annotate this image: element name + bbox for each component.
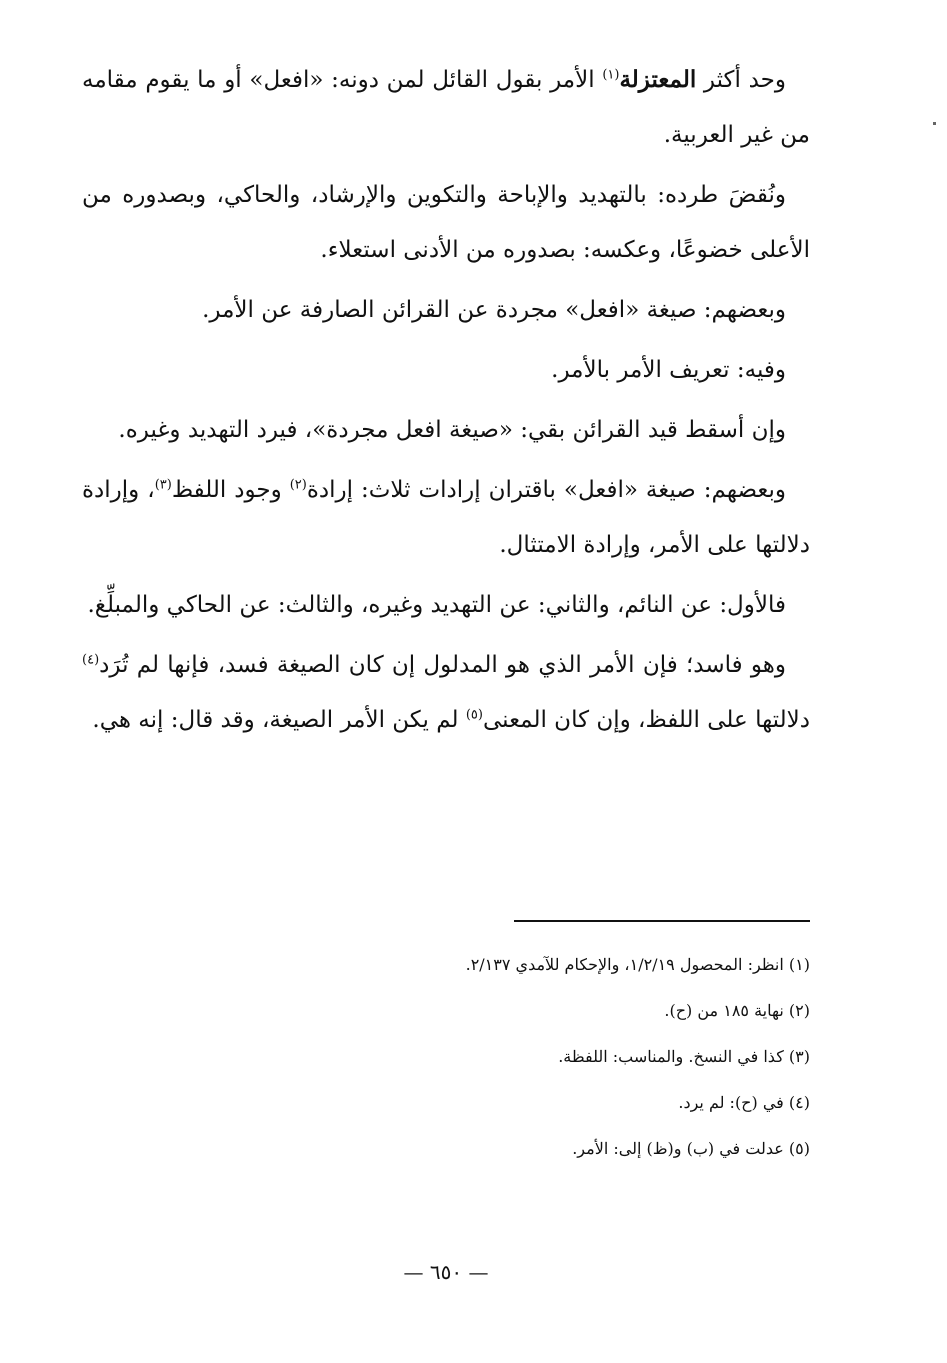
scan-speck: [933, 122, 936, 125]
footnote-1: (١) انظر: المحصول ١/٢/١٩، والإحكام للآمدي ٢/١٣٧.: [465, 955, 810, 974]
paragraph-1: [82, 52, 810, 163]
page-number: — ٦٥٠ —: [403, 1260, 489, 1284]
footnote-ref-5[interactable]: (٥): [465, 707, 483, 723]
paragraph-4: وفيه: تعريف الأمر بالأمر.: [551, 357, 786, 383]
paragraph-8: [82, 638, 810, 748]
paragraph-5: وإن أسقط قيد القرائن بقي: «صيغة افعل مجردة»، فيرد التهديد وغيره.: [118, 417, 786, 443]
paragraph-6-end: ، وإرادة دلالتها على الأمر، وإرادة الامتثال.: [82, 477, 810, 558]
document-page: [82, 52, 810, 1342]
paragraph-1-end: الأمر بقول القائل لمن دونه: «افعل» أو ما يقوم مقامه من غير العربية.: [82, 67, 810, 148]
footnote-ref-4[interactable]: (٤): [82, 652, 100, 668]
paragraph-8-middle: دلالتها على اللفظ، وإن كان المعنى: [482, 707, 810, 733]
paragraph-6: [82, 463, 810, 573]
footnote-ref-3[interactable]: (٣): [154, 477, 172, 493]
paragraph-8-start: وهو فاسد؛ فإن الأمر الذي هو المدلول إن كان الصيغة فسد، فإنها لم تُرَد: [99, 652, 786, 678]
paragraph-2: ونُقضَ طرده: بالتهديد والإباحة والتكوين والإرشاد، والحاكي، وبصدوره من الأعلى خضوعًا، وعكسه: بصدوره من الأدنى استعلاء.: [82, 182, 810, 263]
footnote-ref-1[interactable]: (١): [602, 67, 620, 83]
paragraph-6-start: وبعضهم: صيغة «افعل» باقتران إرادات ثلاث: إرادة: [306, 477, 786, 503]
footnotes: [82, 952, 810, 1182]
footnote-3: (٣) كذا في النسخ. والمناسب: اللفظة.: [558, 1047, 810, 1066]
footnote-4: (٤) في (ح): لم يرد.: [678, 1093, 810, 1112]
footnote-2: (٢) نهاية ١٨٥ من (ح).: [664, 1001, 810, 1020]
paragraph-1-start: وحد أكثر: [696, 67, 786, 93]
paragraph-7: فالأول: عن النائم، والثاني: عن التهديد وغيره، والثالث: عن الحاكي والمبلِّغ.: [87, 592, 786, 618]
footnote-5: (٥) عدلت في (ب) و(ظ) إلى: الأمر.: [572, 1139, 810, 1158]
footnote-ref-2[interactable]: (٢): [289, 477, 307, 493]
term-mutazila: المعتزلة: [619, 66, 697, 93]
paragraph-8-end: لم يكن الأمر الصيغة، وقد قال: إنه هي.: [92, 707, 466, 733]
footnote-divider: [514, 920, 810, 922]
paragraph-3: وبعضهم: صيغة «افعل» مجردة عن القرائن الصارفة عن الأمر.: [202, 297, 786, 323]
paragraph-6-middle: وجود اللفظ: [171, 477, 290, 503]
